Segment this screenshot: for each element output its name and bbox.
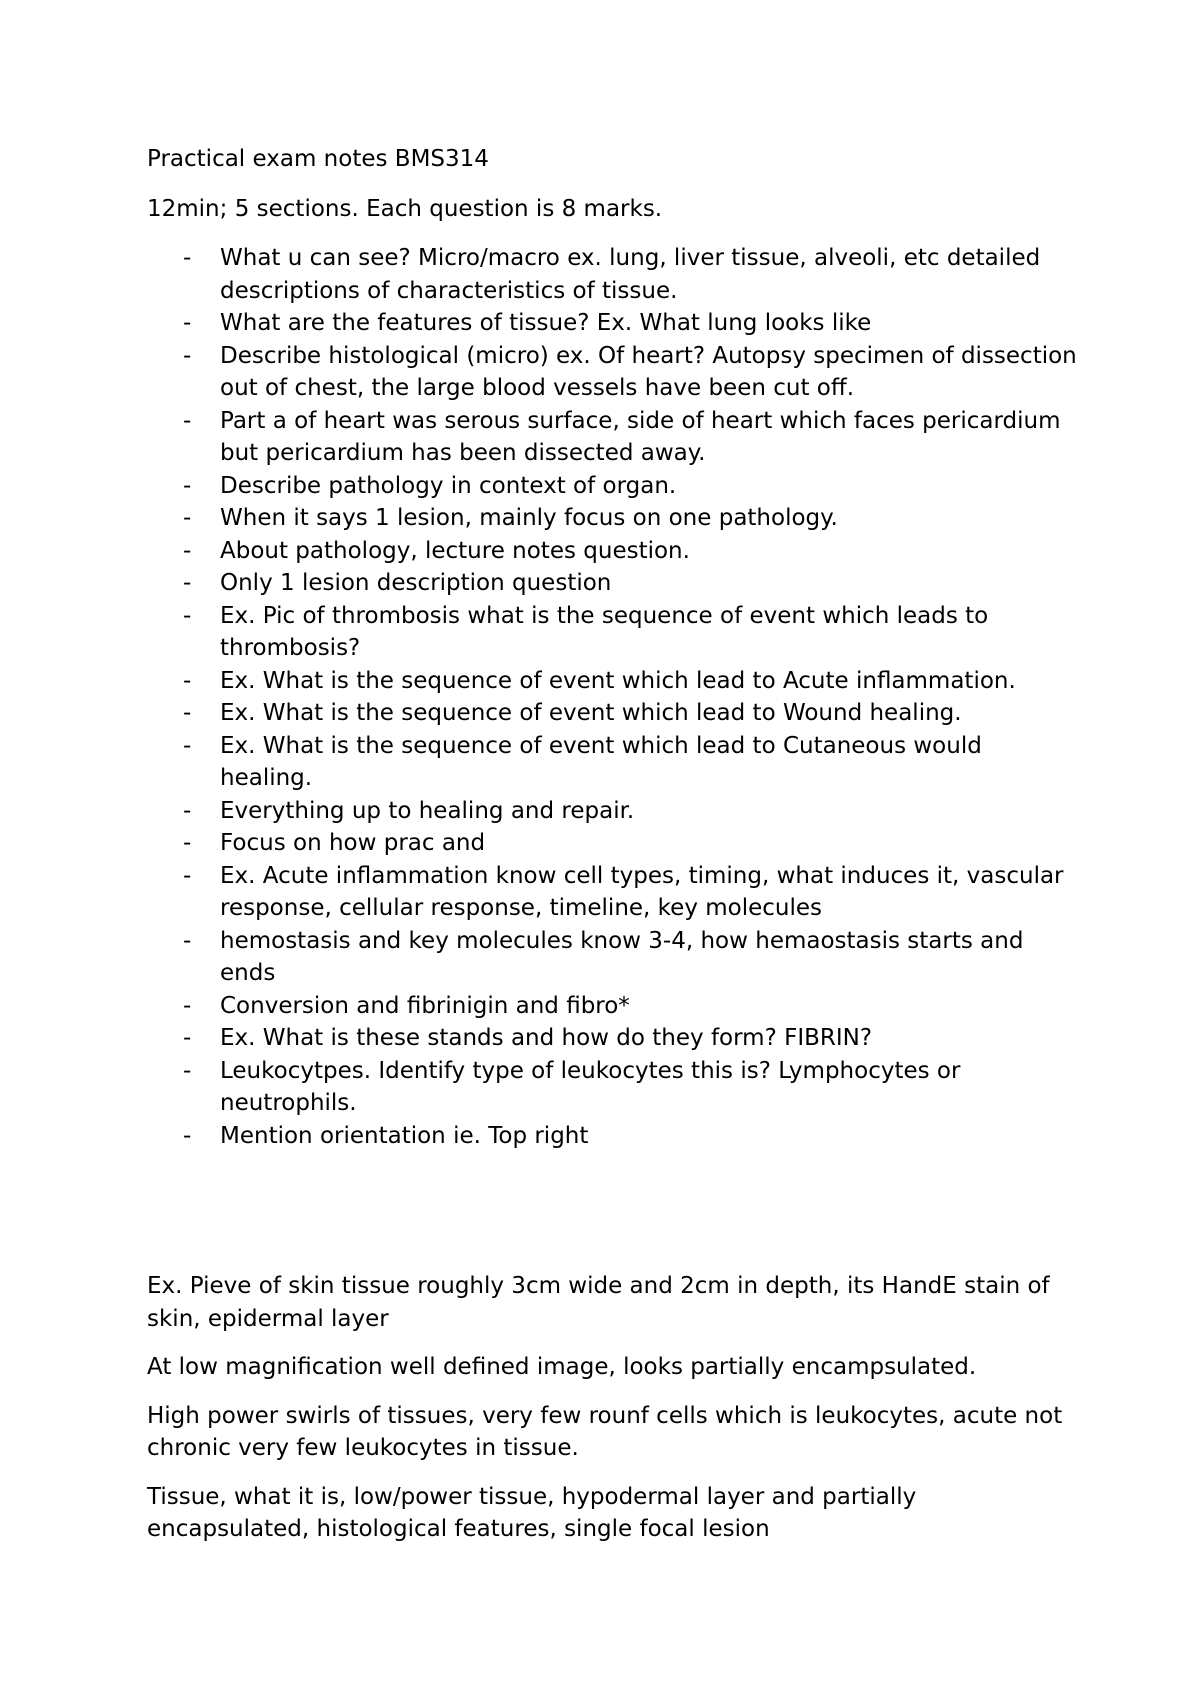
bullet-dash: - <box>183 1057 192 1084</box>
list-item-text: Describe histological (micro) ex. Of heart? Autopsy specimen of dissection out of chest, the large blood vessels have been cut off. <box>220 342 1077 401</box>
list-item <box>147 697 1077 730</box>
list-item <box>147 925 1077 990</box>
bullet-dash: - <box>183 830 192 856</box>
bullet-dash: - <box>183 797 192 824</box>
bullet-dash: - <box>183 602 192 629</box>
bullet-dash: - <box>183 862 192 889</box>
list-item-text: Conversion and fibrinigin and fibro* <box>220 992 630 1019</box>
example-paragraph: Tissue, what it is, low/power tissue, hypodermal layer and partially encapsulated, histological features, single focal lesion <box>147 1483 917 1542</box>
list-item <box>147 567 1077 600</box>
notes-bullet-list <box>147 242 1077 1152</box>
bullet-dash: - <box>183 927 192 954</box>
list-item-text: Ex. What is these stands and how do they form? FIBRIN? <box>220 1025 873 1051</box>
list-item-text: What u can see? Micro/macro ex. lung, liver tissue, alveoli, etc detailed descriptions of characteristics of tissue. <box>220 245 1041 304</box>
list-item-text: When it says 1 lesion, mainly focus on one pathology. <box>220 505 838 531</box>
list-item <box>147 1055 1077 1120</box>
list-item-text: Focus on how prac and <box>220 830 486 856</box>
list-item-text: Mention orientation ie. Top right <box>220 1122 589 1149</box>
list-item-text: Describe pathology in context of organ. <box>220 472 677 499</box>
list-item-text: Part a of heart was serous surface, side of heart which faces pericardium but pericardium has been dissected away. <box>220 407 1061 466</box>
bullet-dash: - <box>183 472 192 499</box>
bullet-dash: - <box>183 342 192 369</box>
list-item <box>147 600 1077 665</box>
document-title: Practical exam notes BMS314 <box>147 146 489 172</box>
list-item-text: Ex. Acute inflammation know cell types, timing, what induces it, vascular response, cellular response, timeline, key molecules <box>220 862 1064 921</box>
list-item-text: hemostasis and key molecules know 3-4, how hemaostasis starts and ends <box>220 927 1024 986</box>
list-item <box>147 470 1077 503</box>
list-item <box>147 665 1077 698</box>
list-item <box>147 340 1077 405</box>
list-item <box>147 405 1077 470</box>
list-item-text: Ex. What is the sequence of event which lead to Cutaneous would healing. <box>220 732 982 791</box>
list-item-text: Ex. What is the sequence of event which lead to Acute inflammation. <box>220 667 1016 694</box>
list-item <box>147 730 1077 795</box>
list-item <box>147 307 1077 340</box>
example-paragraph: At low magnification well defined image, looks partially encampsulated. <box>147 1354 977 1380</box>
bullet-dash: - <box>183 245 192 271</box>
list-item-text: Ex. What is the sequence of event which lead to Wound healing. <box>220 700 962 726</box>
list-item <box>147 502 1077 535</box>
example-paragraph: High power swirls of tissues, very few rounf cells which is leukocytes, acute not chronic very few leukocytes in tissue. <box>147 1402 1063 1461</box>
bullet-dash: - <box>183 505 192 531</box>
bullet-dash: - <box>183 667 192 694</box>
bullet-dash: - <box>183 992 192 1019</box>
list-item <box>147 242 1077 307</box>
list-item-text: Leukocytpes. Identify type of leukocytes this is? Lymphocytes or neutrophils. <box>220 1057 961 1116</box>
example-section <box>147 1270 1077 1546</box>
bullet-dash: - <box>183 732 192 759</box>
bullet-dash: - <box>183 1025 192 1051</box>
list-item <box>147 827 1077 860</box>
list-item-text: Ex. Pic of thrombosis what is the sequence of event which leads to thrombosis? <box>220 602 989 661</box>
list-item-text: What are the features of tissue? Ex. What lung looks like <box>220 310 872 336</box>
bullet-dash: - <box>183 407 192 434</box>
example-paragraph: Ex. Pieve of skin tissue roughly 3cm wide and 2cm in depth, its HandE stain of skin, epidermal layer <box>147 1273 1050 1332</box>
bullet-dash: - <box>183 537 192 564</box>
bullet-dash: - <box>183 1122 192 1149</box>
bullet-dash: - <box>183 700 192 726</box>
list-item-text: Everything up to healing and repair. <box>220 797 635 824</box>
list-item-text: Only 1 lesion description question <box>220 570 612 596</box>
list-item <box>147 1022 1077 1055</box>
intro-line: 12min; 5 sections. Each question is 8 marks. <box>147 195 663 222</box>
blank-space <box>147 1152 1077 1270</box>
bullet-dash: - <box>183 570 192 596</box>
list-item <box>147 990 1077 1023</box>
bullet-dash: - <box>183 310 192 336</box>
list-item-text: About pathology, lecture notes question. <box>220 537 690 564</box>
list-item <box>147 860 1077 925</box>
list-item <box>147 1120 1077 1153</box>
list-item <box>147 535 1077 568</box>
document-body <box>147 143 1077 1562</box>
list-item <box>147 795 1077 828</box>
